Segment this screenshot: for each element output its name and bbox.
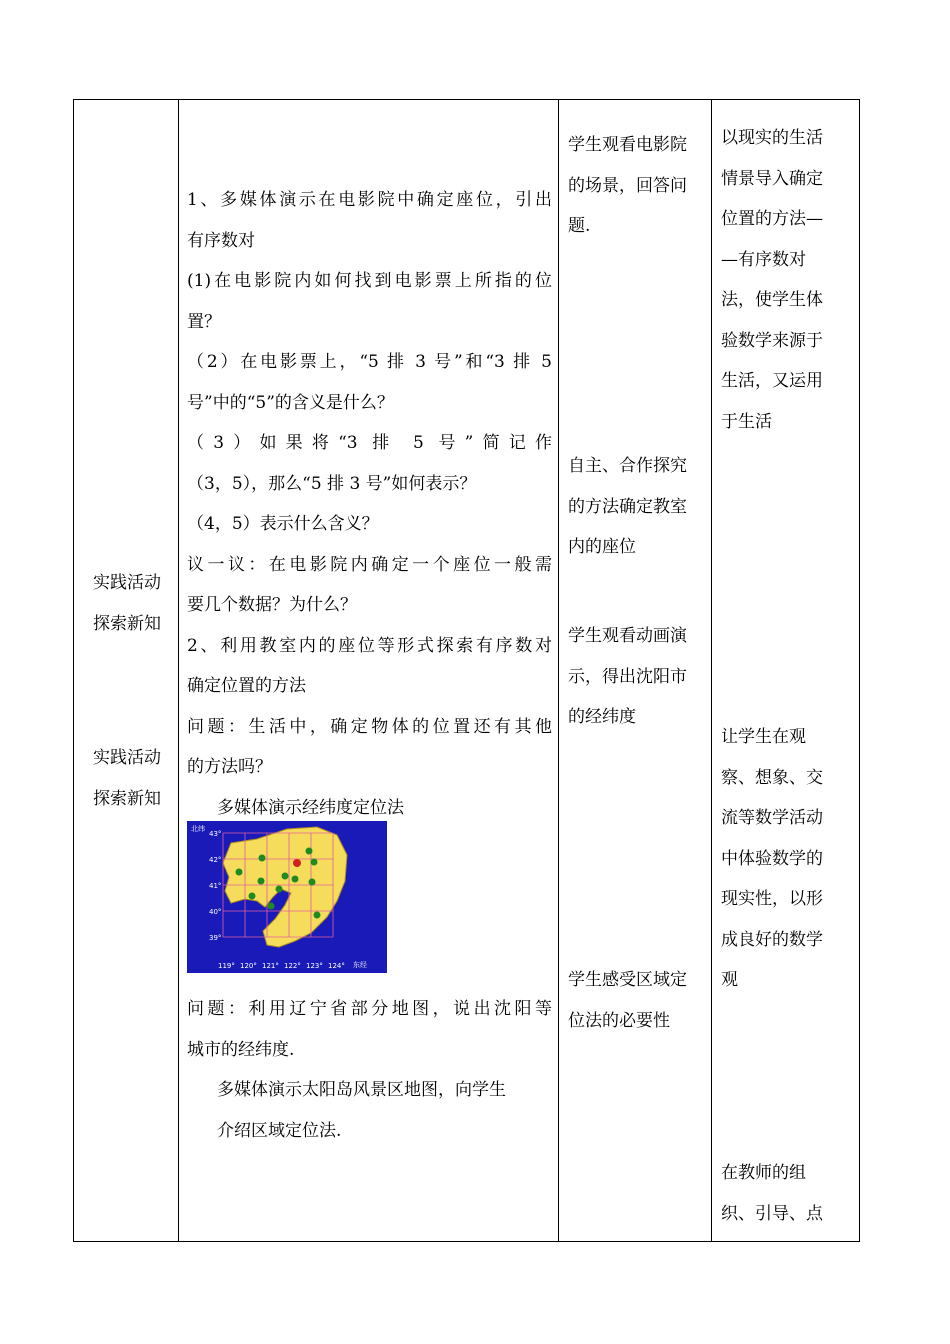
student-line: 学生观看电影院 xyxy=(568,135,687,155)
intent-line: 法，使学生体 xyxy=(721,290,823,310)
city-dot xyxy=(309,879,316,886)
student-line: 题. xyxy=(568,216,591,236)
stage-label-line: 实践活动 xyxy=(93,748,161,768)
design-intent xyxy=(721,717,846,1001)
city-dot xyxy=(314,912,321,919)
city-dot xyxy=(292,876,299,883)
design-intent xyxy=(721,118,846,442)
student-line: 内的座位 xyxy=(568,537,636,557)
student-line: 的场景，回答问 xyxy=(568,175,687,196)
city-dot xyxy=(276,886,283,893)
column-divider xyxy=(178,100,179,1241)
student-line: 学生观看动画演 xyxy=(568,626,687,646)
student-line: 学生感受区域定 xyxy=(568,970,687,990)
city-dot xyxy=(258,878,265,885)
city-dot xyxy=(306,848,313,855)
activity-line: 2、利用教室内的座位等形式探索有序数对 xyxy=(187,635,552,656)
lon-tick-label: 124° xyxy=(328,962,345,970)
activity-line: （2）在电影票上，“5 排 3 号”和“3 排 5 xyxy=(187,352,552,372)
activity-line: （3）如果将“3 排 5 号”简记作 xyxy=(187,433,552,453)
city-dot xyxy=(249,893,256,900)
lesson-table xyxy=(73,99,860,1242)
activity-line: （3，5），那么“5 排 3 号”如何表示？ xyxy=(187,473,477,494)
intent-line: 织、引导、点 xyxy=(721,1203,823,1224)
lon-tick-label: 122° xyxy=(284,962,301,970)
activity-line: 1、多媒体演示在电影院中确定座位，引出 xyxy=(187,190,552,210)
column-divider xyxy=(558,100,559,1241)
intent-line: 生活，又运用 xyxy=(721,371,823,391)
activity-line: （4，5）表示什么含义？ xyxy=(187,514,379,534)
stage-label-line: 实践活动 xyxy=(93,573,161,593)
lon-tick-label: 121° xyxy=(262,962,279,970)
lon-tick-label: 119° xyxy=(218,962,235,970)
lat-tick-label: 42° xyxy=(209,856,222,864)
student-activity xyxy=(568,960,708,1041)
activity-line: 问题：利用辽宁省部分地图，说出沈阳等 xyxy=(187,999,552,1019)
stage-label xyxy=(84,563,170,644)
intent-line: 现实性，以形 xyxy=(721,889,823,909)
lat-tick-label: 41° xyxy=(209,882,222,890)
intent-line: 以现实的生活 xyxy=(721,128,823,148)
activity-line: 问题：生活中，确定物体的位置还有其他 xyxy=(187,716,552,737)
intent-line: 中体验数学的 xyxy=(721,848,823,869)
lon-title: 东经 xyxy=(353,961,367,969)
activity-line: 号”中的“5”的含义是什么？ xyxy=(187,392,394,413)
student-line: 的方法确定教室 xyxy=(568,496,687,517)
stage-label-line: 探索新知 xyxy=(93,788,161,809)
design-intent xyxy=(721,1153,846,1234)
lat-tick-label: 40° xyxy=(209,908,222,916)
student-activity xyxy=(568,125,708,247)
intent-line: —有序数对 xyxy=(721,249,806,270)
lon-tick-label: 120° xyxy=(240,962,257,970)
intent-line: 验数学来源于 xyxy=(721,330,823,351)
student-line: 的经纬度 xyxy=(568,707,636,727)
intent-line: 让学生在观 xyxy=(721,727,806,747)
activity-line: 的方法吗？ xyxy=(187,757,272,777)
student-line: 示，得出沈阳市 xyxy=(568,666,687,687)
city-dot xyxy=(311,859,318,866)
stage-label xyxy=(84,738,170,819)
intent-line: 于生活 xyxy=(721,411,772,432)
activity-line: 要几个数据？为什么？ xyxy=(187,595,357,615)
student-activity xyxy=(568,446,708,568)
city-dot xyxy=(236,869,243,876)
intent-line: 情景导入确定 xyxy=(721,168,823,189)
intent-line: 位置的方法— xyxy=(721,209,823,229)
activity-line: 置？ xyxy=(187,311,221,332)
lat-title: 北纬 xyxy=(191,825,205,833)
activity-line: 介绍区域定位法. xyxy=(217,1120,342,1141)
liaoning-map xyxy=(187,821,387,973)
teacher-activity-continued xyxy=(187,989,552,1151)
activity-line: 多媒体演示经纬度定位法 xyxy=(217,797,404,818)
city-dot xyxy=(259,855,266,862)
student-line: 位法的必要性 xyxy=(568,1010,670,1031)
column-divider xyxy=(711,100,712,1241)
activity-line: 城市的经纬度. xyxy=(187,1039,295,1060)
activity-line: (1)在电影院内如何找到电影票上所指的位 xyxy=(187,271,552,291)
intent-line: 成良好的数学 xyxy=(721,929,823,950)
lat-tick-label: 43° xyxy=(209,830,222,838)
lat-tick-label: 39° xyxy=(209,934,222,942)
activity-line: 确定位置的方法 xyxy=(187,676,306,696)
activity-line: 有序数对 xyxy=(187,230,255,251)
student-line: 自主、合作探究 xyxy=(568,456,687,476)
capital-dot xyxy=(293,859,301,867)
student-activity xyxy=(568,616,708,738)
activity-line: 多媒体演示太阳岛风景区地图，向学生 xyxy=(217,1080,506,1100)
city-dot xyxy=(268,903,275,910)
teacher-activity xyxy=(187,180,552,828)
activity-line: 议一议：在电影院内确定一个座位一般需 xyxy=(187,554,552,575)
intent-line: 观 xyxy=(721,970,738,990)
lon-tick-label: 123° xyxy=(306,962,323,970)
intent-line: 在教师的组 xyxy=(721,1163,806,1183)
intent-line: 察、想象、交 xyxy=(721,767,823,788)
stage-label-line: 探索新知 xyxy=(93,613,161,634)
city-dot xyxy=(282,873,289,880)
intent-line: 流等数学活动 xyxy=(721,808,823,828)
